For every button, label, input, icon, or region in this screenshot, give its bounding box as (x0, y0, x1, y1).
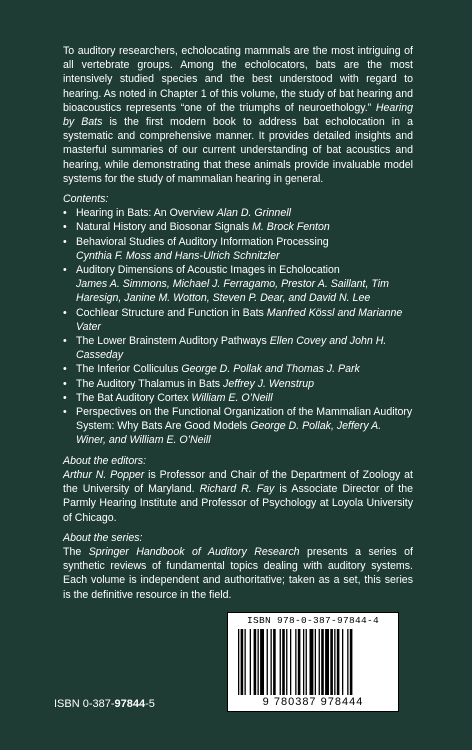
barcode-bar (319, 629, 320, 695)
chapter-authors: James A. Simmons, Michael J. Ferragamo, Prestor A. Saillant, Tim Haresign, Janine M. Wotton, Steven P. Dear, and David N. Lee (76, 278, 389, 305)
contents-label: Contents: (63, 193, 109, 206)
barcode-bar (245, 629, 246, 695)
series-title: Springer Handbook of Auditory Research (88, 545, 300, 558)
barcode-bar (280, 629, 281, 695)
barcode-bar (290, 629, 291, 695)
barcode-digits: 9 780387 978444 (262, 696, 364, 708)
barcode-bar (306, 629, 307, 695)
contents-item: • Natural History and Biosonar Signals M. Brock Fenton (63, 220, 413, 234)
chapter-authors: M. Brock Fenton (252, 221, 330, 234)
barcode-bar (303, 629, 304, 695)
barcode-bar (238, 629, 239, 695)
barcode-panel (227, 612, 399, 712)
chapter-authors: Ellen Covey and John H. Casseday (76, 335, 387, 362)
barcode-bar (254, 629, 257, 695)
barcode-bar (295, 629, 296, 695)
barcode-bar (298, 629, 301, 695)
barcode-bar (315, 629, 316, 695)
back-cover-text (63, 44, 413, 602)
barcode-bar (321, 629, 324, 695)
barcode-bar (334, 629, 335, 695)
barcode-bar (337, 629, 340, 695)
contents-item: • The Inferior Colliculus George D. Pollak and Thomas J. Park (63, 362, 413, 376)
barcode-bar (241, 629, 244, 695)
contents-item: • The Lower Brainstem Auditory Pathways Ellen Covey and John H. Casseday (63, 334, 413, 362)
contents-item: • Auditory Dimensions of Acoustic Images in Echolocation James A. Simmons, Michael J. Ferragamo, Prestor A. Saillant, Tim Haresign, Janine M. Wotton, Steven P. Dear, and David N. Lee (63, 263, 413, 306)
barcode-bar (325, 629, 329, 695)
chapter-authors: George D. Pollak, Jeffery A. Winer, and William E. O’Neill (76, 420, 382, 447)
blurb-paragraph (63, 44, 413, 186)
editor-name: Arthur N. Popper (63, 468, 145, 481)
barcode-bar (286, 629, 287, 695)
book-title: Hearing by Bats (63, 101, 413, 129)
barcode-bar (258, 629, 259, 695)
chapter-authors: George D. Pollak and Thomas J. Park (181, 363, 360, 376)
barcode-bar (267, 629, 268, 695)
barcode-bar (260, 629, 264, 695)
contents-item: • Hearing in Bats: An Overview Alan D. Grinnell (63, 206, 413, 220)
barcode-bar (273, 629, 276, 695)
editor-name: Richard R. Fay (199, 483, 275, 496)
chapter-authors: William E. O’Neill (191, 391, 273, 404)
barcode-bar (342, 629, 343, 695)
blurb-text-continued: is the first modern book to address bat echolocation in a systematic and comprehensive manner. It provides detailed insights and masterful summaries of our current understanding of bat acoustics and hearing, while demonstrating that these animals provide invaluable model systems for the study of mammalian hearing in general. (63, 116, 413, 185)
contents-item: • The Auditory Thalamus in Bats Jeffrey J. Wenstrup (63, 377, 413, 391)
chapter-authors: Manfred Kössl and Marianne Vater (76, 306, 403, 333)
editors-paragraph: Arthur N. Popper is Professor and Chair of the Department of Zoology at the University of Maryland. Richard R. Fay is Associate Director of the Parmly Hearing Institute and Professor of Psychology at Loyola University of Chicago. (63, 468, 413, 524)
contents-item: • Behavioral Studies of Auditory Information Processing Cynthia F. Moss and Hans-Ulrich Schnitzler (63, 235, 413, 263)
barcode-bars (238, 629, 388, 695)
contents-list (63, 206, 413, 447)
series-label: About the series: (63, 531, 143, 544)
series-paragraph: The Springer Handbook of Auditory Research presents a series of synthetic reviews of fundamental topics dealing with auditory systems. Each volume is independent and authoritative; taken as a set, this series is the definitive resource in the field. (63, 545, 413, 601)
chapter-authors: Jeffrey J. Wenstrup (223, 377, 315, 390)
blurb-text: To auditory researchers, echolocating mammals are the most intriguing of all vertebrate groups. Among the echolocators, bats are the most intensively studied species and the best understood with regard to hearing. As noted in Chapter 1 of this volume, the study of bat hearing and bioacoustics represents “one of the triumphs of neuroethology.” (63, 45, 413, 114)
barcode-bar (330, 629, 333, 695)
barcode-bar (347, 629, 348, 695)
contents-item: • Perspectives on the Functional Organization of the Mammalian Auditory System: Why Bats Are Good Models George D. Pollak, Jeffery A. Winer, and William E. O’Neill (63, 405, 413, 448)
isbn13-text: ISBN 978-0-387-97844-4 (246, 615, 380, 626)
barcode-bar (282, 629, 285, 695)
contents-item: • Cochlear Structure and Function in Bats Manfred Kössl and Marianne Vater (63, 306, 413, 334)
barcode-bar (250, 629, 251, 695)
isbn10-label: ISBN 0-387-97844-5 (54, 698, 155, 710)
chapter-authors: Cynthia F. Moss and Hans-Ulrich Schnitzler (76, 249, 280, 262)
barcode-bar (350, 629, 353, 695)
barcode-bar (310, 629, 314, 695)
barcode-bar (271, 629, 272, 695)
editors-label: About the editors: (63, 454, 147, 467)
chapter-authors: Alan D. Grinnell (216, 207, 291, 220)
contents-item: • The Bat Auditory Cortex William E. O’Neill (63, 391, 413, 405)
